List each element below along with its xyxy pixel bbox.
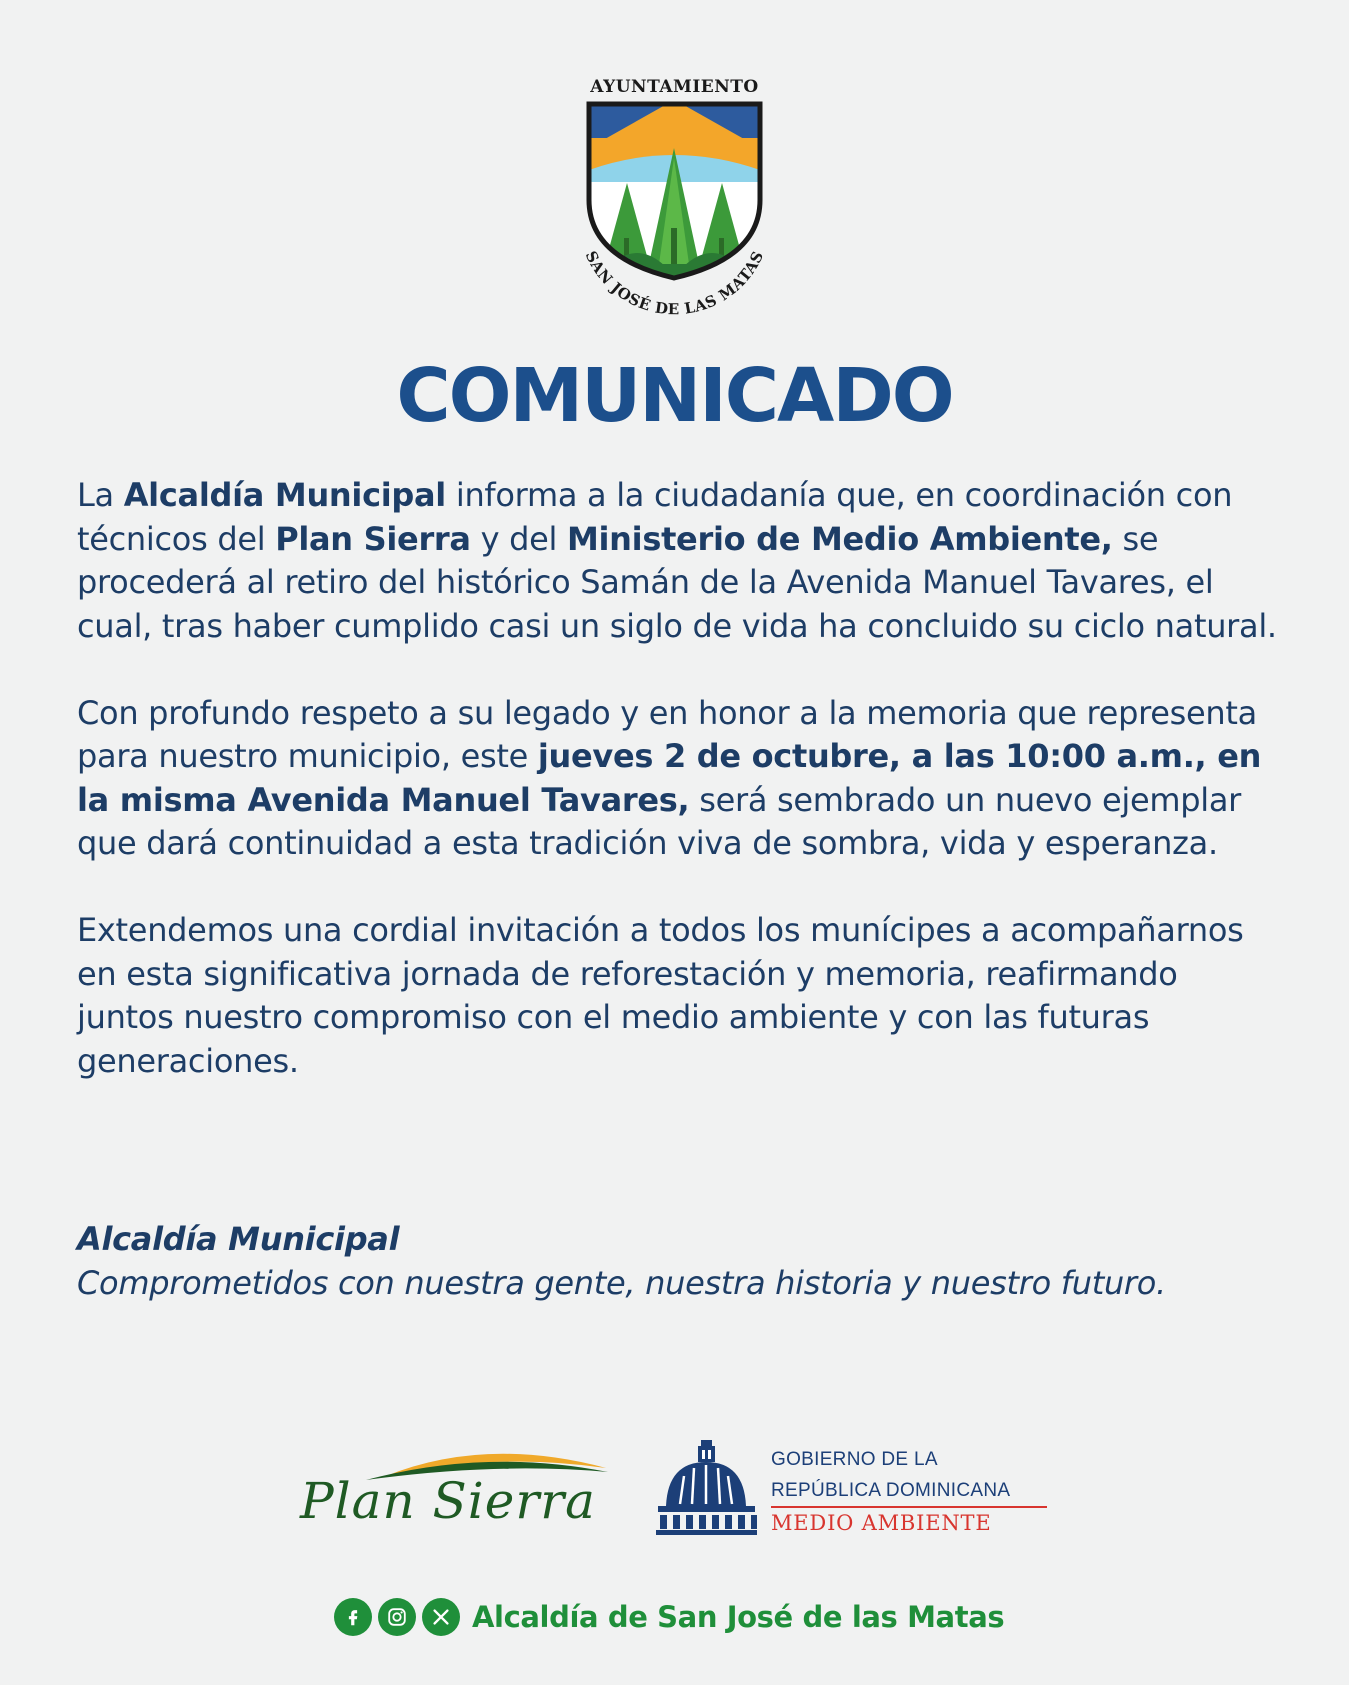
p1-bold-alcaldia: Alcaldía Municipal (123, 476, 446, 514)
crest-bottom-text: SAN JOSÉ DE LAS MATAS (581, 248, 768, 319)
paragraph-1 (77, 474, 1277, 648)
p1-text-4: se procederá al retiro del histórico Samán de la Avenida Manuel Tavares, el cual, tras haber cumplido casi un siglo de vida ha concluido su ciclo natural. (77, 519, 1277, 645)
p2-text-2: será sembrado un nuevo ejemplar que dará continuidad a esta tradición viva de sombra, vida y esperanza. (77, 780, 1241, 862)
gov-line-1: GOBIERNO DE LA (771, 1449, 938, 1470)
facebook-icon[interactable] (334, 1598, 372, 1636)
p1-text-2: informa a la ciudadanía que, en coordinación con técnicos del (77, 476, 1233, 558)
p1-text-1: La (77, 476, 124, 514)
capitol-dome-icon (654, 1440, 759, 1536)
paragraph-3 (77, 909, 1277, 1083)
p1-bold-ministerio: Ministerio de Medio Ambiente, (566, 519, 1113, 558)
crest-top-text: AYUNTAMIENTO (590, 78, 759, 97)
p2-text-1: Con profundo respeto a su legado y en honor a la memoria que representa para nuestro municipio, este (77, 693, 1257, 775)
gov-divider (771, 1506, 1047, 1508)
signature-block (77, 1218, 1277, 1305)
crest-emblem-icon (567, 78, 782, 328)
p2-bold-date: jueves 2 de octubre, a las 10:00 a.m., en la misma Avenida Manuel Tavares, (77, 737, 1262, 819)
footer-handle[interactable]: Alcaldía de San José de las Matas (472, 1600, 1005, 1634)
plan-sierra-logo (296, 1442, 616, 1534)
gov-line-3: MEDIO AMBIENTE (771, 1511, 992, 1535)
p1-bold-plan-sierra: Plan Sierra (275, 519, 471, 558)
paragraph-2 (77, 692, 1277, 866)
gov-line-2: REPÚBLICA DOMINICANA (771, 1480, 1011, 1501)
instagram-icon[interactable] (378, 1598, 416, 1636)
p1-text-3: y del (470, 519, 567, 558)
footer-social (334, 1597, 1004, 1637)
page-title: COMUNICADO (396, 353, 953, 439)
signature-slogan: Comprometidos con nuestra gente, nuestra historia y nuestro futuro. (77, 1263, 1166, 1302)
medio-ambiente-logo (654, 1440, 1054, 1540)
plan-sierra-text: Plan Sierra (300, 1472, 596, 1530)
communique-body (77, 474, 1277, 1127)
signature-org: Alcaldía Municipal (77, 1220, 400, 1258)
p3-text-1: Extendemos una cordial invitación a todos los munícipes a acompañarnos en esta significativa jornada de reforestación y memoria, reafirmando juntos nuestro compromiso con el medio ambiente y con las futuras generaciones. (77, 911, 1244, 1080)
ayuntamiento-crest-logo (567, 78, 782, 328)
x-icon[interactable] (422, 1598, 460, 1636)
